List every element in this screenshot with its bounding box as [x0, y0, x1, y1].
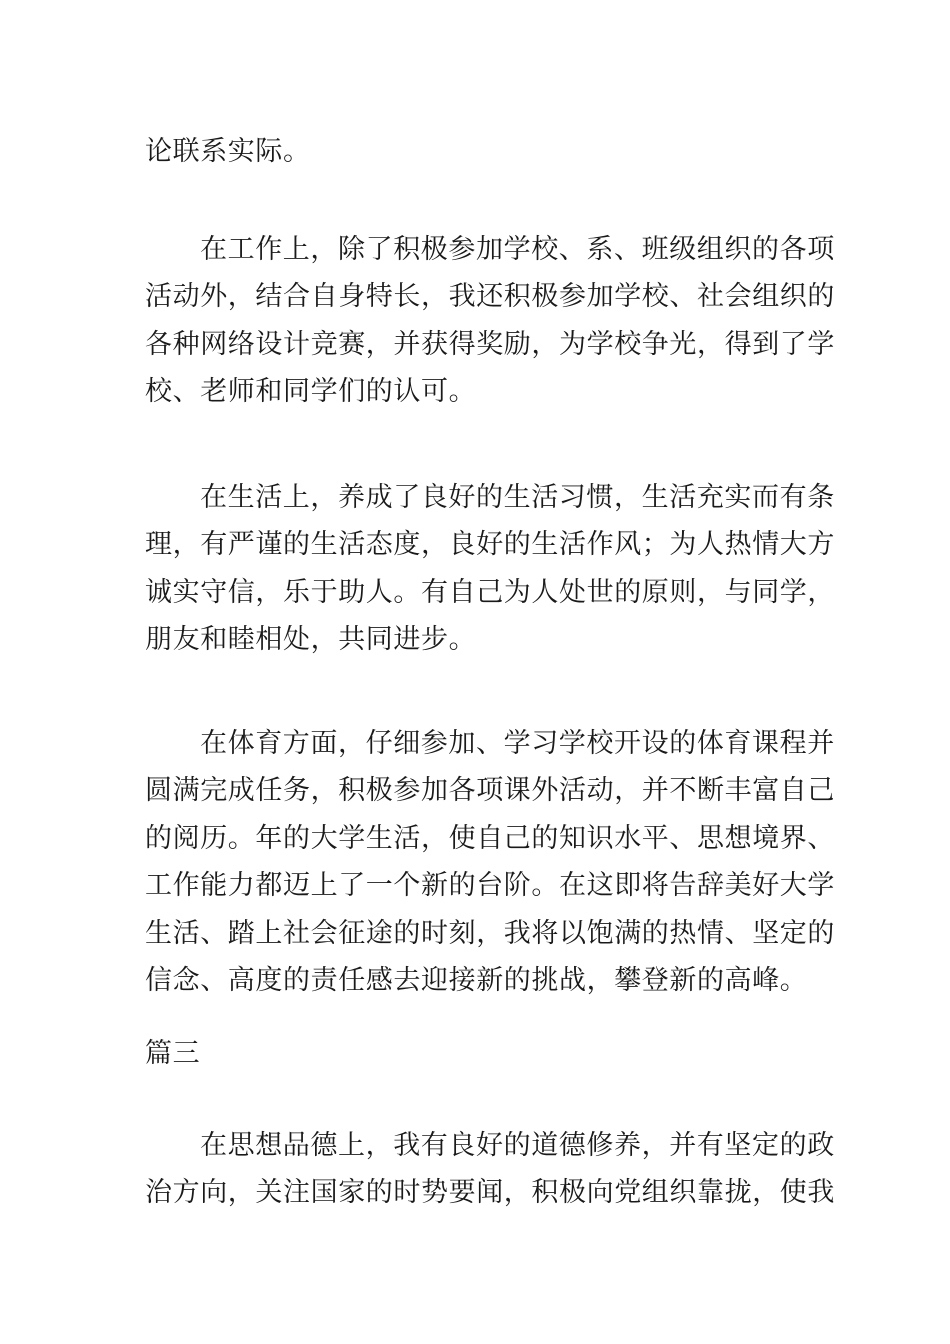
- section-heading: [145, 1030, 810, 1077]
- text-line: 工作能力都迈上了一个新的台阶。在这即将告辞美好大学: [145, 870, 835, 902]
- text-line: 在生活上，养成了良好的生活习惯，生活充实而有条: [200, 482, 835, 513]
- paragraph-life: [145, 474, 835, 664]
- text-line: 各种网络设计竞赛，并获得奖励，为学校争光，得到了学: [145, 328, 835, 360]
- text-line: 在思想品德上，我有良好的道德修养，并有坚定的政: [200, 1130, 835, 1161]
- paragraph-morality: [145, 1122, 835, 1217]
- text-line: 校、老师和同学们的认可。: [145, 376, 477, 408]
- text-line: 在工作上，除了积极参加学校、系、班级组织的各项: [200, 234, 835, 265]
- text-line: 的阅历。年的大学生活，使自己的知识水平、思想境界、: [145, 822, 835, 854]
- text-line: 论联系实际。: [145, 136, 311, 167]
- text-line: 活动外，结合自身特长，我还积极参加学校、社会组织的: [145, 281, 835, 313]
- paragraph-work: [145, 226, 835, 416]
- continuation-text: [145, 128, 810, 175]
- text-line: 生活、踏上社会征途的时刻，我将以饱满的热情、坚定的: [145, 917, 835, 949]
- section-heading-text: 篇三: [145, 1038, 201, 1069]
- text-line: 在体育方面，仔细参加、学习学校开设的体育课程并: [200, 728, 835, 759]
- text-line: 诚实守信，乐于助人。有自己为人处世的原则，与同学，: [145, 576, 835, 608]
- text-line: 圆满完成任务，积极参加各项课外活动，并不断丰富自己: [145, 775, 835, 807]
- text-line: 信念、高度的责任感去迎接新的挑战，攀登新的高峰。: [145, 965, 808, 997]
- text-line: 理，有严谨的生活态度，良好的生活作风；为人热情大方: [145, 529, 835, 561]
- paragraph-sports: [145, 720, 835, 1004]
- text-line: 朋友和睦相处，共同进步。: [145, 624, 477, 656]
- text-line: 治方向，关注国家的时势要闻，积极向党组织靠拢，使我: [145, 1177, 835, 1209]
